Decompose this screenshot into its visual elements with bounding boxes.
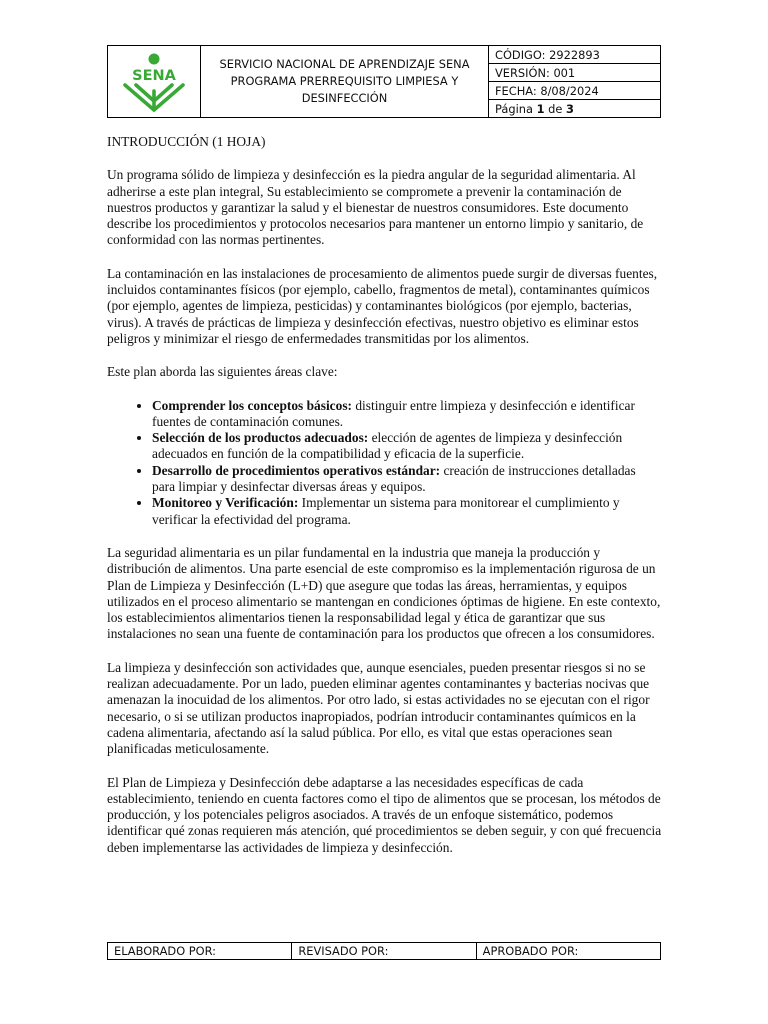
- sena-logo: [119, 51, 189, 113]
- program-title-continued: DESINFECCIÓN: [301, 91, 388, 105]
- list-item-term: Monitoreo y Verificación:: [152, 495, 299, 511]
- document-date: FECHA: 8/08/2024: [489, 82, 661, 100]
- paragraph-6: El Plan de Limpieza y Desinfección debe adaptarse a las necesidades específicas de cada establecimiento, teniendo en cuenta factores como el tipo de alimentos que se procesan, los métodos de producción, y los potenciales peligros asociados. A través de un enfoque sistemático, podemos identificar qué zonas requieren más atención, qué procedimientos se deben seguir, y con qué frecuencia deben implementarse las actividades de limpieza y desinfección.: [107, 774, 662, 855]
- list-item-text: distinguir entre limpieza y desinfección e identificar fuentes de contaminación comunes.: [152, 397, 635, 429]
- list-item-text: elección de agentes de limpieza y desinfección adecuados en función de la compatibilidad y eficacia de la superficie.: [152, 430, 623, 462]
- list-item: [152, 495, 662, 528]
- list-item: [152, 463, 662, 496]
- document-body: [107, 134, 662, 873]
- page-total: 3: [565, 101, 574, 116]
- paragraph-4: La seguridad alimentaria es un pilar fundamental en la industria que maneja la producción y distribución de alimentos. Una parte esencial de este compromiso es la implementación rigurosa de un Plan de Limpieza y Desinfección (L+D) que asegure que todas las áreas, herramientas, y equipos utilizados en el proceso alimentario se mantengan en condiciones óptimas de higiene. En este contexto, los establecimientos alimentarios tienen la responsabilidad legal y ética de garantizar que sus instalaciones no sean una fuente de contaminación para los productos que ofrecen a los consumidores.: [107, 544, 661, 642]
- list-item-text: Implementar un sistema para monitorear el cumplimiento y verificar la efectividad del programa.: [152, 495, 620, 527]
- paragraph-2: La contaminación en las instalaciones de procesamiento de alimentos puede surgir de diversas fuentes, incluidos contaminantes físicos (por ejemplo, cabello, fragmentos de metal), contaminantes químicos (por ejemplo, agentes de limpieza, pesticidas) y contaminantes biológicos (por ejemplo, bacterias, virus). A través de prácticas de limpieza y desinfección efectivas, nuestro objetivo es eliminar estos peligros y minimizar el riesgo de enfermedades transmitidas por los alimentos.: [107, 265, 658, 346]
- key-areas-list: [107, 398, 662, 528]
- paragraph-3: Este plan aborda las siguientes áreas clave:: [107, 364, 338, 380]
- list-item-text: creación de instrucciones detalladas para limpiar y desinfectar diversas áreas y equipos.: [152, 462, 636, 495]
- document-header-table: [107, 45, 661, 118]
- paragraph-1: Un programa sólido de limpieza y desinfección es la piedra angular de la seguridad alimentaria. Al adherirse a este plan integral, Su establecimiento se compromete a prevenir la contaminación de nuestros productos y garantizar la salud y el bienestar de nuestros consumidores. Este documento describe los procedimientos y protocolos necesarios para mantener un entorno limpio y sanitario, de conformidad con las normas pertinentes.: [107, 167, 644, 248]
- aprobado-por-cell: APROBADO POR:: [476, 943, 660, 960]
- list-item-term: Selección de los productos adecuados:: [152, 430, 369, 446]
- institution-title: SERVICIO NACIONAL DE APRENDIZAJE SENA: [219, 57, 470, 71]
- list-item-term: Desarrollo de procedimientos operativos estándar:: [152, 462, 441, 478]
- page-mid: de: [544, 101, 566, 116]
- sena-logo-text: SENA: [132, 67, 176, 84]
- document-version: VERSIÓN: 001: [489, 64, 661, 82]
- elaborado-por-cell: ELABORADO POR:: [108, 943, 292, 960]
- page-current: 1: [536, 101, 545, 116]
- list-item: [152, 398, 662, 431]
- paragraph-5: La limpieza y desinfección son actividades que, aunque esenciales, pueden presentar riesgos si no se realizan adecuadamente. Por un lado, pueden eliminar agentes contaminantes y bacterias nocivas que amenazan la inocuidad de los alimentos. Por otro lado, si estas actividades no se ejecutan con el rigor necesario, o si se utilizan productos inapropiados, podrían introducir contaminantes químicos en la cadena alimentaria, afectando así la salud pública. Por ello, es vital que estas operaciones sean planificadas meticulosamente.: [107, 659, 650, 757]
- signature-table: [107, 942, 661, 960]
- list-item-term: Comprender los conceptos básicos:: [152, 397, 352, 413]
- document-title-cell: [201, 46, 489, 118]
- program-title: PROGRAMA PRERREQUISITO LIMPIESA Y: [230, 74, 459, 88]
- page-number: [489, 100, 661, 118]
- document-code: CÓDIGO: 2922893: [489, 46, 661, 64]
- revisado-por-cell: REVISADO POR:: [292, 943, 476, 960]
- page-prefix: Página: [495, 101, 537, 116]
- logo-cell: [108, 46, 201, 118]
- list-item: [152, 430, 662, 463]
- section-title: INTRODUCCIÓN (1 HOJA): [107, 134, 266, 149]
